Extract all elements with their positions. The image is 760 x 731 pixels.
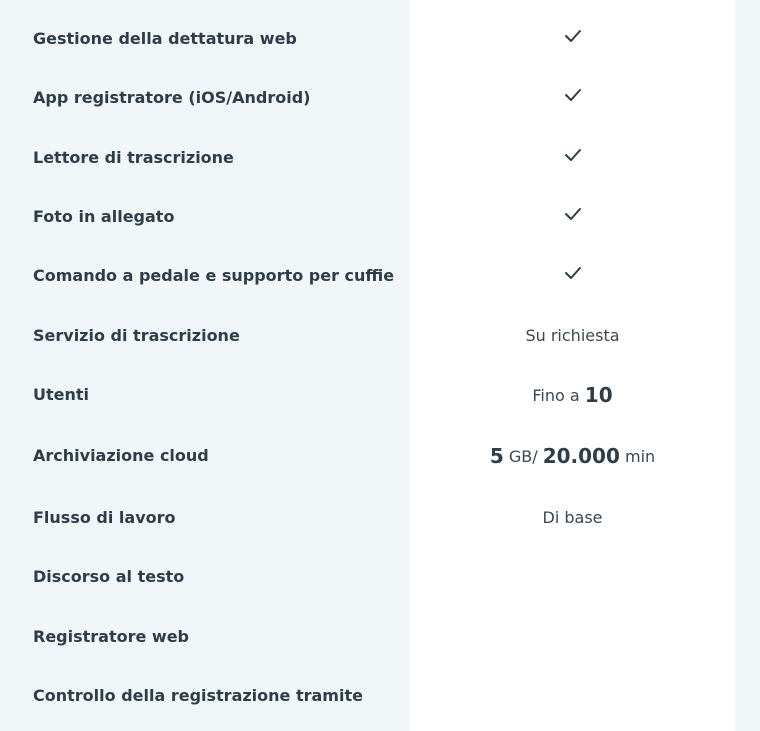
plan-column <box>410 0 735 731</box>
feature-label: Registratore web <box>33 626 190 646</box>
feature-label: App registratore (iOS/Android) <box>33 87 311 107</box>
storage-min-unit: min <box>624 446 656 466</box>
storage-gb-value: 5 <box>489 444 504 468</box>
feature-row-transcription-player <box>0 142 410 172</box>
users-prefix: Fino a <box>532 385 580 405</box>
check-icon <box>564 205 582 223</box>
plan-cell-transcription-service <box>410 320 735 350</box>
feature-row-cloud-storage <box>0 440 410 470</box>
feature-label: Lettore di trascrizione <box>33 147 234 167</box>
feature-label: Utenti <box>33 384 90 404</box>
transcription-service-value: Su richiesta <box>525 325 620 345</box>
feature-row-recorder-app <box>0 82 410 112</box>
feature-label: Discorso al testo <box>33 566 185 586</box>
plan-cell-workflow <box>410 502 735 532</box>
plan-cell-photo-attachment <box>410 199 735 229</box>
check-icon <box>564 86 582 104</box>
feature-row-transcription-service <box>0 320 410 350</box>
feature-row-web-recorder <box>0 621 410 651</box>
feature-row-foot-pedal <box>0 260 410 290</box>
storage-gb-unit: GB/ <box>508 446 538 466</box>
check-icon <box>564 27 582 45</box>
feature-row-speech-to-text <box>0 561 410 591</box>
feature-label: Comando a pedale e supporto per cuffie <box>33 265 395 285</box>
check-icon <box>564 264 582 282</box>
feature-label: Gestione della dettatura web <box>33 28 297 48</box>
feature-row-photo-attachment <box>0 201 410 231</box>
next-plan-column-edge <box>735 0 760 731</box>
feature-row-web-dictation <box>0 23 410 53</box>
workflow-value: Di base <box>542 507 603 527</box>
feature-label: Archiviazione cloud <box>33 445 209 465</box>
users-value: 10 <box>584 383 613 407</box>
plan-cell-recorder-app <box>410 80 735 110</box>
feature-label: Controllo della registrazione tramite <box>33 685 363 705</box>
plan-cell-foot-pedal <box>410 258 735 288</box>
feature-row-users <box>0 379 410 409</box>
storage-min-value: 20.000 <box>542 444 620 468</box>
feature-label: Servizio di trascrizione <box>33 325 240 345</box>
plan-cell-cloud-storage <box>410 441 735 471</box>
feature-row-recording-control <box>0 680 410 710</box>
plan-cell-transcription-player <box>410 140 735 170</box>
feature-label: Flusso di lavoro <box>33 507 176 527</box>
feature-row-workflow <box>0 502 410 532</box>
check-icon <box>564 146 582 164</box>
plan-cell-web-dictation <box>410 21 735 51</box>
feature-label: Foto in allegato <box>33 206 175 226</box>
plan-cell-users <box>410 380 735 410</box>
